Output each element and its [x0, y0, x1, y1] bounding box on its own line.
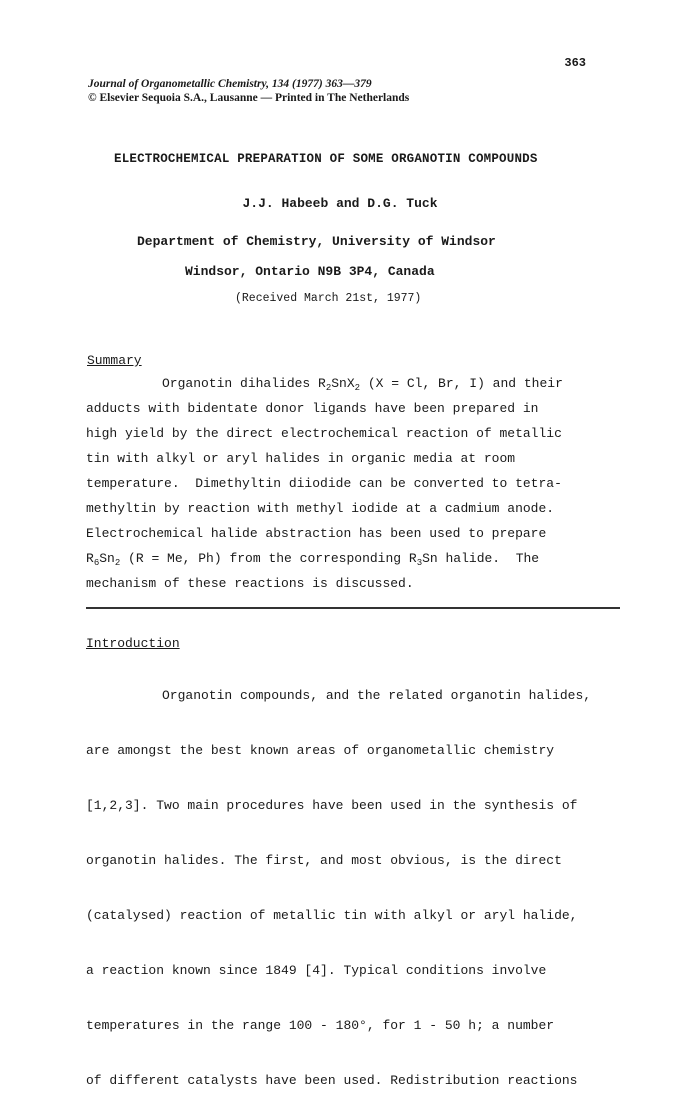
summary-line — [86, 546, 563, 571]
text-run: Organotin dihalides R — [162, 376, 326, 391]
authors: J.J. Habeeb and D.G. Tuck — [242, 196, 438, 211]
text-run: Sn halide. The — [422, 551, 540, 566]
intro-line: temperatures in the range 100 - 180°, for 1 - 50 h; a number — [86, 1018, 555, 1033]
summary-heading: Summary — [87, 353, 142, 368]
section-divider — [86, 607, 620, 609]
summary-line — [86, 371, 563, 396]
summary-line: methyltin by reaction with methyl iodide at a cadmium anode. — [86, 501, 555, 516]
summary-line: high yield by the direct electrochemical reaction of metallic — [86, 426, 562, 441]
introduction-heading: Introduction — [86, 636, 180, 651]
text-run: Sn — [99, 551, 115, 566]
intro-line: a reaction known since 1849 [4]. Typical conditions involve — [86, 963, 547, 978]
copyright-notice: © Elsevier Sequoia S.A., Lausanne — Printed in The Netherlands — [88, 92, 410, 104]
summary-line: temperature. Dimethyltin diiodide can be converted to tetra- — [86, 476, 562, 491]
subscript: 2 — [114, 558, 121, 568]
affiliation-department: Department of Chemistry, University of Windsor — [137, 234, 496, 249]
summary-line: tin with alkyl or aryl halides in organic media at room — [86, 451, 516, 466]
subscript: 2 — [354, 383, 361, 393]
paper-title: ELECTROCHEMICAL PREPARATION OF SOME ORGANOTIN COMPOUNDS — [114, 152, 538, 166]
text-run: R — [86, 551, 94, 566]
intro-line: Organotin compounds, and the related organotin halides, — [162, 688, 592, 703]
intro-line: (catalysed) reaction of metallic tin with alkyl or aryl halide, — [86, 908, 578, 923]
intro-line: are amongst the best known areas of organometallic chemistry — [86, 743, 555, 758]
intro-line: [1,2,3]. Two main procedures have been used in the synthesis of — [86, 798, 578, 813]
summary-line: adducts with bidentate donor ligands have been prepared in — [86, 401, 539, 416]
text-run: (R = Me, Ph) from the corresponding R — [120, 551, 417, 566]
affiliation-location: Windsor, Ontario N9B 3P4, Canada — [185, 264, 435, 279]
journal-citation: Journal of Organometallic Chemistry, 134 (1977) 363—379 — [88, 78, 372, 90]
introduction-paragraph — [86, 653, 591, 1108]
summary-line: mechanism of these reactions is discussed. — [86, 576, 414, 591]
intro-line: of different catalysts have been used. Redistribution reactions — [86, 1073, 578, 1088]
text-run: SnX — [331, 376, 355, 391]
text-run: (X = Cl, Br, I) and their — [360, 376, 563, 391]
summary-paragraph — [86, 371, 563, 596]
page-number: 363 — [564, 56, 586, 70]
summary-line: Electrochemical halide abstraction has been used to prepare — [86, 526, 547, 541]
subscript: 2 — [325, 383, 332, 393]
subscript: 6 — [93, 558, 100, 568]
intro-line: organotin halides. The first, and most obvious, is the direct — [86, 853, 562, 868]
received-date: (Received March 21st, 1977) — [235, 292, 422, 305]
subscript: 3 — [416, 558, 423, 568]
